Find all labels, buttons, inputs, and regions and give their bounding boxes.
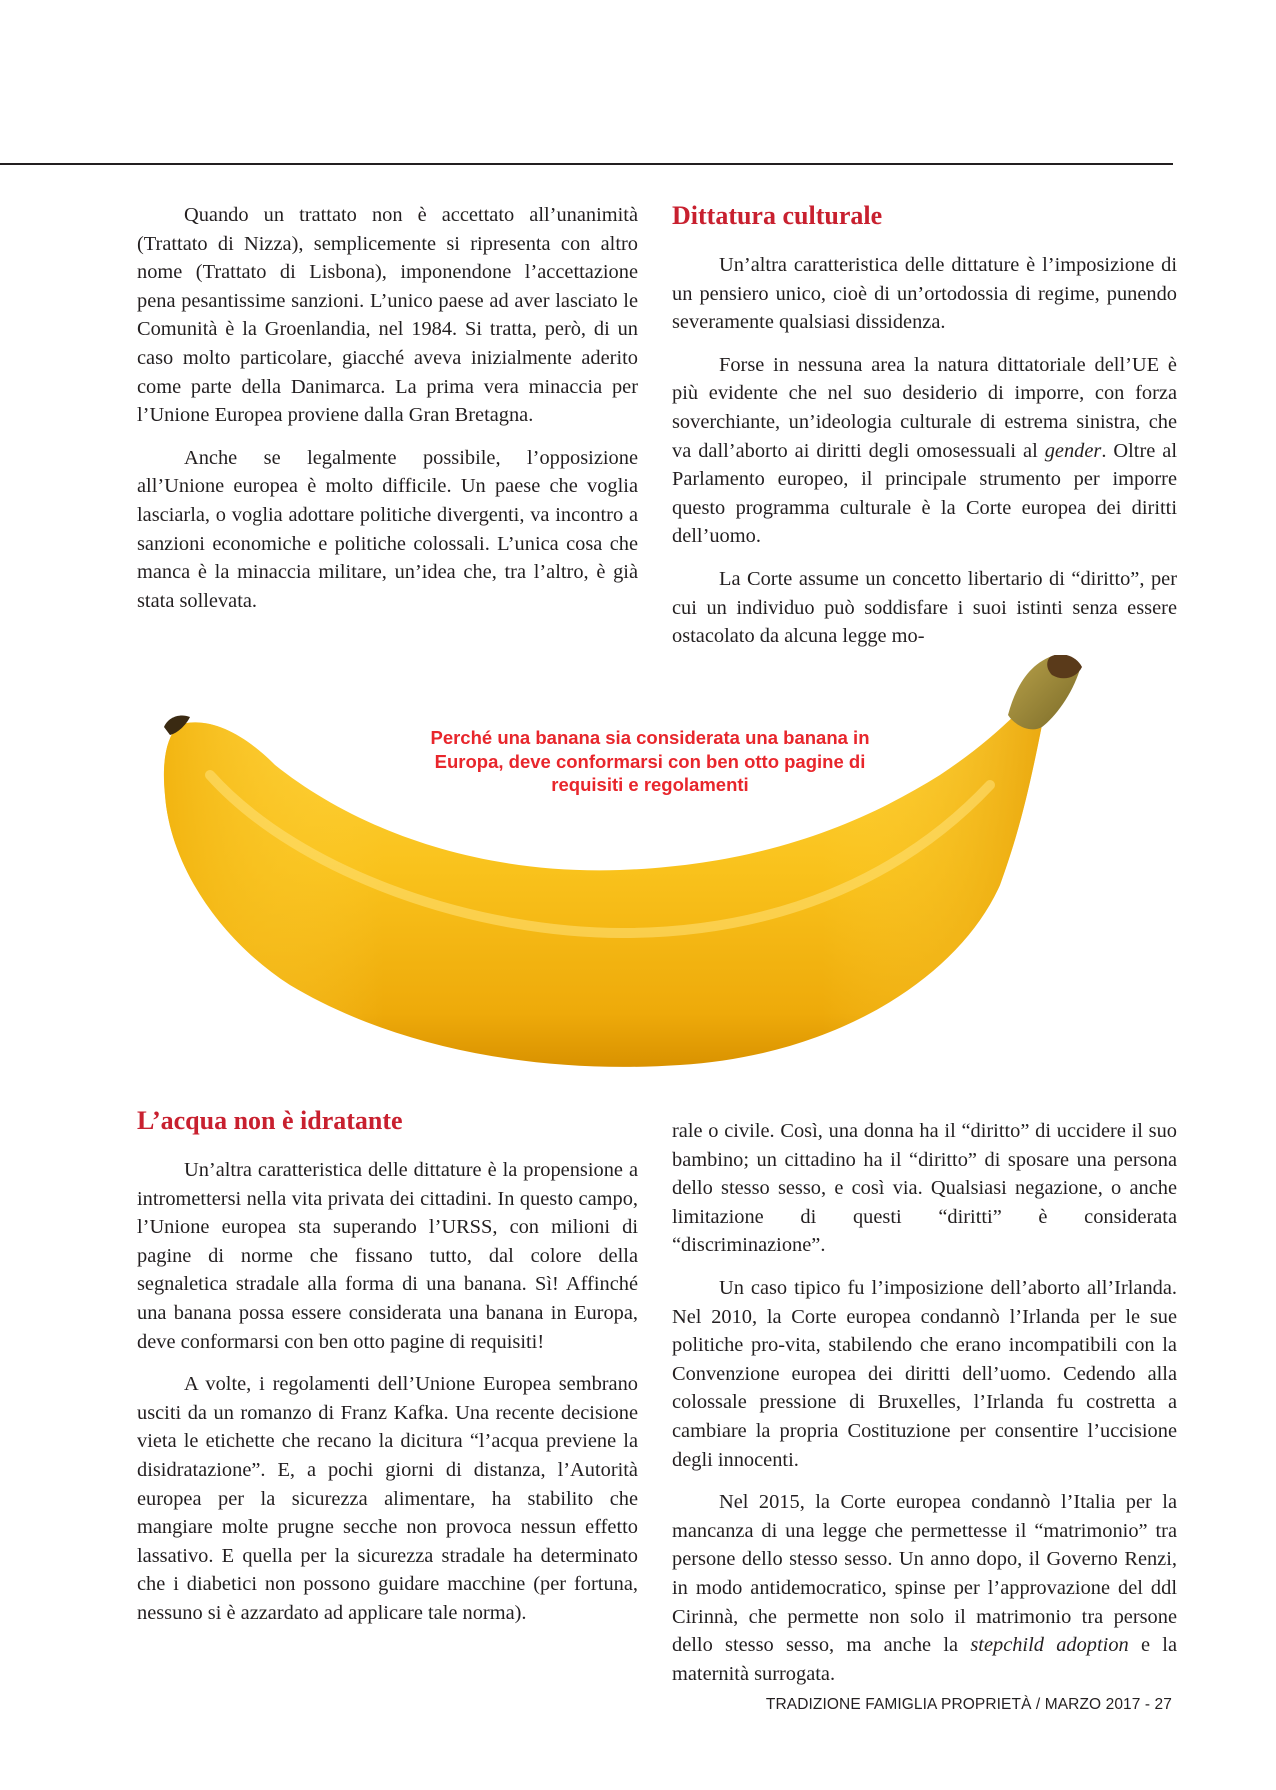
paragraph-text: Forse in nessuna area la natura dittatoriale dell’UE è più evidente che nel suo desiderio di imporre, con forza soverchiante, un’ideologia culturale di estrema sinistra, che va dall’aborto ai diritti degli omosessuali al: [672, 353, 1177, 462]
paragraph: Un’altra caratteristica delle dittature è l’imposizione di un pensiero unico, cioè di un’ortodossia di regime, punendo severamente qualsiasi dissidenza.: [672, 254, 1177, 334]
italic-term: gender: [1044, 439, 1102, 462]
paragraph: [672, 351, 1177, 551]
paragraph-text: Nel 2015, la Corte europea condannò l’Italia per la mancanza di una legge che permettesse il “matrimonio” tra persone dello stesso sesso. Un anno dopo, il Governo Renzi, in modo antidemocratico, spinse per l’approvazione del ddl Cirinnà, che permette non solo il matrimonio tra persone dello stesso sesso, ma anche la: [672, 1491, 1177, 1657]
right-column-bottom: [672, 1117, 1177, 1688]
paragraph: Quando un trattato non è accettato all’unanimità (Trattato di Nizza), semplicemente si ripresenta con altro nome (Trattato di Lisbona), imponendone l’accettazione pena pesantissime sanzioni. L’unico paese ad aver lasciato le Comunità è la Groenlandia, nel 1984. Si tratta, però, di un caso molto particolare, giacché aveva inizialmente aderito come parte della Danimarca. La prima vera minaccia per l’Unione Europea proviene dalla Gran Bretagna.: [137, 204, 638, 427]
paragraph: A volte, i regolamenti dell’Unione Europea sembrano usciti da un romanzo di Franz Kafka. Una recente decisione vieta le etichette che recano la dicitura “l’acqua previene la disidratazione”. E, a pochi giorni di distanza, l’Autorità europea per la sicurezza alimentare, ha stabilito che mangiare molte prugne secche non provoca nessun effetto lassativo. E quella per la sicurezza stradale ha determinato che i diabetici non possono guidare macchine (per fortuna, nessuno si è azzardato ad applicare tale norma).: [137, 1373, 638, 1624]
paragraph: Anche se legalmente possibile, l’opposizione all’Unione europea è molto difficile. Un paese che voglia lasciarla, o voglia adottare politiche divergenti, va incontro a sanzioni economiche e politiche colossali. L’unica cosa che manca è la minaccia militare, un’idea che, tra l’altro, è già stata sollevata.: [137, 446, 638, 612]
page-footer: TRADIZIONE FAMIGLIA PROPRIETÀ / MARZO 2017 - 27: [765, 1696, 1172, 1713]
section-heading-dittatura-culturale: Dittatura culturale: [672, 201, 883, 230]
paragraph: rale o civile. Così, una donna ha il “diritto” di uccidere il suo bambino; un cittadino ha il “diritto” di sposare una persona dello stesso sesso, e così via. Qualsiasi negazione, o anche limitazione di questi “diritti” è considerata “discriminazione”.: [672, 1120, 1177, 1257]
paragraph: Un’altra caratteristica delle dittature è la propensione a intromettersi nella vita privata dei cittadini. In questo campo, l’Unione europea sta superando l’URSS, con milioni di pagine di norme che fissano tutto, dal colore della segnaletica stradale alla forma di una banana. Sì! Affinché una banana possa essere considerata una banana in Europa, deve conformarsi con ben otto pagine di requisiti!: [137, 1159, 638, 1353]
paragraph: Un caso tipico fu l’imposizione dell’aborto all’Irlanda. Nel 2010, la Corte europea condannò l’Irlanda per le sue politiche pro-vita, stabilendo che erano incompatibili con la Convenzione europea dei diritti dell’uomo. Cedendo alla colossale pressione di Bruxelles, l’Irlanda fu costretta a cambiare la propria Costituzione per consentire l’uccisione degli innocenti.: [672, 1276, 1177, 1471]
paragraph-text: e la maternità surrogata.: [672, 1634, 1177, 1685]
figure-caption: Perché una banana sia considerata una banana in Europa, deve conformarsi con ben otto pagine di requisiti e regolamenti: [430, 727, 870, 795]
header-rule: [0, 163, 1173, 165]
paragraph: [672, 1488, 1177, 1688]
banana-image: [150, 655, 1140, 1085]
left-column-bottom: [137, 1106, 638, 1628]
paragraph: La Corte assume un concetto libertario di “diritto”, per cui un individuo può soddisfare i suoi istinti senza essere ostacolato da alcuna legge mo-: [672, 567, 1177, 648]
section-heading-acqua: L’acqua non è idratante: [137, 1106, 403, 1135]
right-column-top: [672, 201, 1177, 651]
italic-term: stepchild adoption: [970, 1634, 1129, 1657]
left-column-top: [137, 201, 638, 615]
paragraph-text: . Oltre al Parlamento europeo, il principale strumento per imporre questo programma culturale è la Corte europea dei diritti dell’uomo.: [672, 439, 1177, 548]
